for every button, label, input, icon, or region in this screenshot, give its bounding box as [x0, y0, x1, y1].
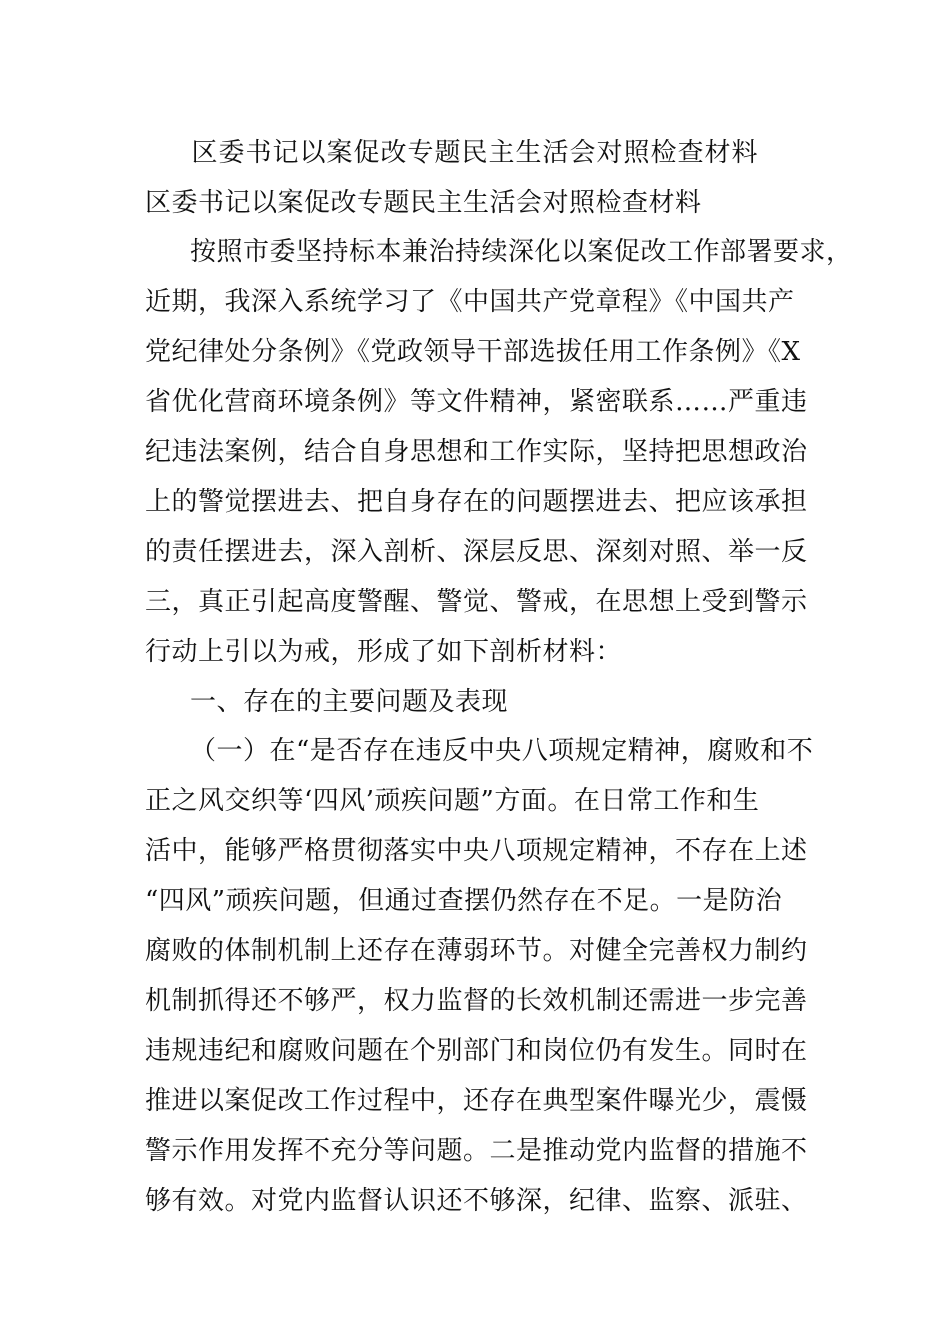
paragraph-line: 推进以案促改工作过程中，还存在典型案件曝光少，震慑 [145, 1086, 808, 1116]
paragraph-line: 近期，我深入系统学习了《中国共产党章程》《中国共产 [145, 287, 795, 317]
subtitle-line: 区委书记以案促改专题民主生活会对照检查材料 [145, 188, 702, 218]
paragraph-line: 正之风交织等‘四风’顽疾问题”方面。在日常工作和生 [145, 786, 760, 816]
paragraph-line: 够有效。对党内监督认识还不够深，纪律、监察、派驻、 [145, 1186, 808, 1216]
paragraph-line: 按照市委坚持标本兼治持续深化以案促改工作部署要求， [190, 237, 853, 267]
paragraph-line: 纪违法案例，结合自身思想和工作实际，坚持把思想政治 [145, 437, 808, 467]
paragraph-line: 的责任摆进去，深入剖析、深层反思、深刻对照、举一反 [145, 537, 808, 567]
paragraph-line: 党纪律处分条例》《党政领导干部选拔任用工作条例》《X [145, 337, 801, 367]
paragraph-line: 上的警觉摆进去、把自身存在的问题摆进去、把应该承担 [145, 487, 808, 517]
paragraph-line: 腐败的体制机制上还存在薄弱环节。对健全完善权力制约 [145, 936, 808, 966]
paragraph-line: 活中，能够严格贯彻落实中央八项规定精神，不存在上述 [145, 836, 808, 866]
paragraph-line: “四风”顽疾问题，但通过查摆仍然存在不足。一是防治 [145, 886, 783, 916]
paragraph-line: （一）在“是否存在违反中央八项规定精神，腐败和不 [190, 736, 814, 766]
section-heading: 一、存在的主要问题及表现 [190, 687, 509, 717]
paragraph-line: 省优化营商环境条例》等文件精神，紧密联系……严重违 [145, 387, 808, 417]
paragraph-line: 违规违纪和腐败问题在个别部门和岗位仍有发生。同时在 [145, 1036, 808, 1066]
paragraph-line: 行动上引以为戒，形成了如下剖析材料： [145, 637, 623, 667]
paragraph-line: 警示作用发挥不充分等问题。二是推动党内监督的措施不 [145, 1136, 808, 1166]
paragraph-line: 机制抓得还不够严，权力监督的长效机制还需进一步完善 [145, 986, 808, 1016]
paragraph-line: 三，真正引起高度警醒、警觉、警戒，在思想上受到警示 [145, 587, 808, 617]
document-title: 区委书记以案促改专题民主生活会对照检查材料 [191, 138, 759, 168]
